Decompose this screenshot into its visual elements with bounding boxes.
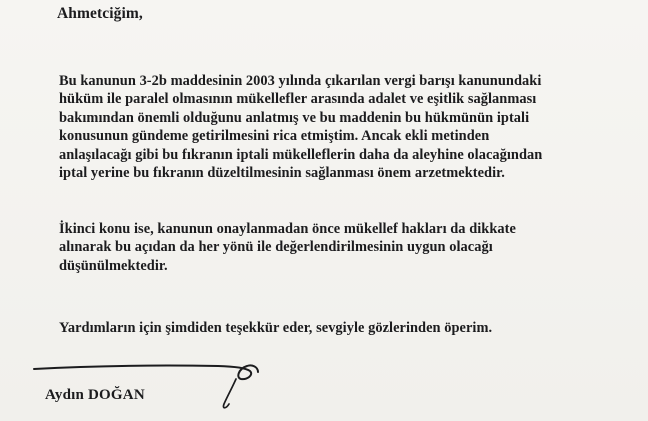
paragraph-line: alınarak bu açıdan da her yönü ile değerlendirilmesinin uygun olacağı [59,239,493,256]
paragraph-line: anlaşılacağı gibi bu fıkranın iptali mükelleflerin daha da aleyhine olacağından [59,146,543,163]
paragraph-line: iptal yerine bu fıkranın düzeltilmesinin sağlanması önem arzetmektedir. [59,165,505,182]
paragraph-line: konusunun gündeme getirilmesini rica etmiştim. Ancak ekli metinden [59,128,490,145]
signer-name: Aydın DOĞAN [45,387,145,403]
paragraph-tax-article [59,72,542,182]
paragraph-second-topic [59,220,516,275]
paragraph-closing [59,319,492,337]
paragraph-line: Bu kanunun 3-2b maddesinin 2003 yılında çıkarılan vergi barışı kanunundaki [59,73,542,89]
paragraph-line: hüküm ile paralel olmasının mükellefler arasında adalet ve eşitlik sağlanması [59,91,537,108]
paragraph-line: düşünülmektedir. [59,257,168,274]
signature-stroke [34,365,258,379]
paragraph-line: Yardımların için şimdiden teşekkür eder, sevgiyle gözlerinden öperim. [59,320,493,336]
paragraph-line: bakımından önemli olduğunu anlatmış ve bu maddenin bu hükmünün iptali [59,109,530,126]
signature-flourish [223,379,236,408]
paragraph-line: İkinci konu ise, kanunun onaylanmadan önce mükellef hakları da dikkate [59,221,516,237]
greeting: Ahmetciğim, [57,5,143,22]
